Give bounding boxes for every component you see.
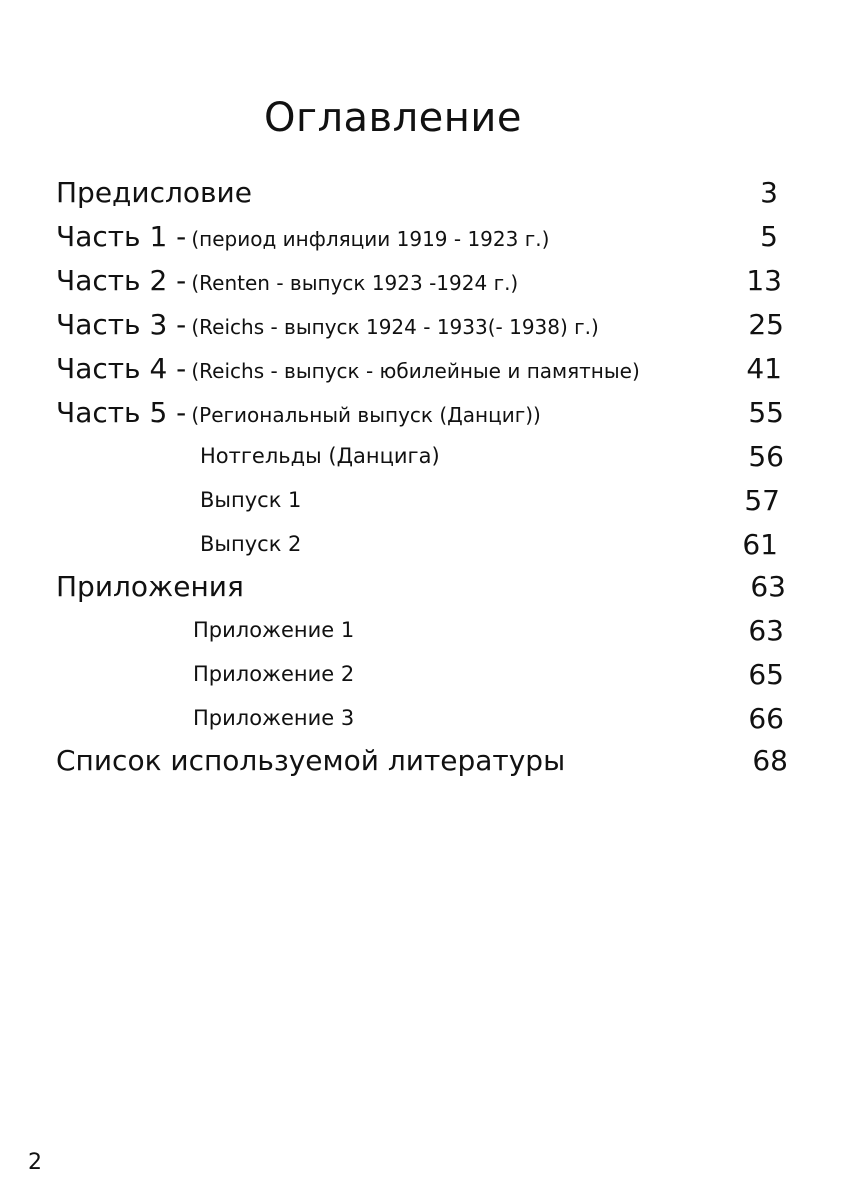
toc-page-number: 66 [748, 702, 784, 735]
part-prefix: Часть 2 - [56, 264, 187, 297]
toc-entry-preface [56, 176, 786, 212]
toc-subentry-issue-2 [200, 528, 786, 564]
toc-subentry-issue-1 [200, 484, 786, 520]
toc-label [56, 308, 599, 341]
toc-page-number: 13 [746, 264, 782, 297]
toc-page-number: 3 [760, 176, 778, 209]
part-description: (Renten - выпуск 1923 -1924 г.) [191, 271, 519, 295]
toc-page-number: 68 [752, 744, 788, 777]
part-prefix: Часть 5 - [56, 396, 187, 429]
part-description: (Reichs - выпуск - юбилейные и памятные) [191, 359, 640, 383]
toc-entry-part-5 [56, 396, 786, 432]
part-prefix: Часть 1 - [56, 220, 187, 253]
toc-entry-part-4 [56, 352, 786, 388]
toc-entry-part-1 [56, 220, 786, 256]
toc-subentry-appendix-1 [193, 614, 786, 650]
toc-label [56, 220, 549, 253]
part-prefix: Часть 4 - [56, 352, 187, 385]
page-number: 2 [28, 1150, 42, 1175]
toc-entry-part-3 [56, 308, 786, 344]
toc-subentry-appendix-3 [193, 702, 786, 738]
toc-page-number: 63 [748, 614, 784, 647]
toc-page-number: 25 [748, 308, 784, 341]
toc-label: Приложение 1 [193, 618, 355, 642]
part-description: (период инфляции 1919 - 1923 г.) [191, 227, 550, 251]
toc-entry-part-2 [56, 264, 786, 300]
toc-label [56, 264, 518, 297]
toc-label [56, 352, 640, 385]
toc-page-number: 56 [748, 440, 784, 473]
part-prefix: Часть 3 - [56, 308, 187, 341]
toc-page-number: 5 [760, 220, 778, 253]
toc-label: Предисловие [56, 176, 252, 209]
toc-subentry-notgeld [200, 440, 786, 476]
toc-page-number: 63 [750, 570, 786, 603]
toc-label: Выпуск 2 [200, 532, 302, 556]
toc-entry-appendices [56, 570, 786, 606]
toc-page-number: 55 [748, 396, 784, 429]
toc-label: Список используемой литературы [56, 744, 566, 777]
toc-page-number: 65 [748, 658, 784, 691]
toc-label: Приложения [56, 570, 244, 603]
toc-label: Нотгельды (Данцига) [200, 444, 440, 468]
toc-entry-bibliography [56, 744, 788, 780]
part-description: (Региональный выпуск (Данциг)) [191, 403, 541, 427]
toc-label [56, 396, 541, 429]
toc-page-number: 57 [744, 484, 780, 517]
toc-page-number: 41 [746, 352, 782, 385]
toc-label: Выпуск 1 [200, 488, 302, 512]
toc-subentry-appendix-2 [193, 658, 786, 694]
toc-label: Приложение 2 [193, 662, 355, 686]
part-description: (Reichs - выпуск 1924 - 1933(- 1938) г.) [191, 315, 599, 339]
toc-label: Приложение 3 [193, 706, 355, 730]
page-title: Оглавление [263, 95, 523, 141]
toc-page-number: 61 [742, 528, 778, 561]
